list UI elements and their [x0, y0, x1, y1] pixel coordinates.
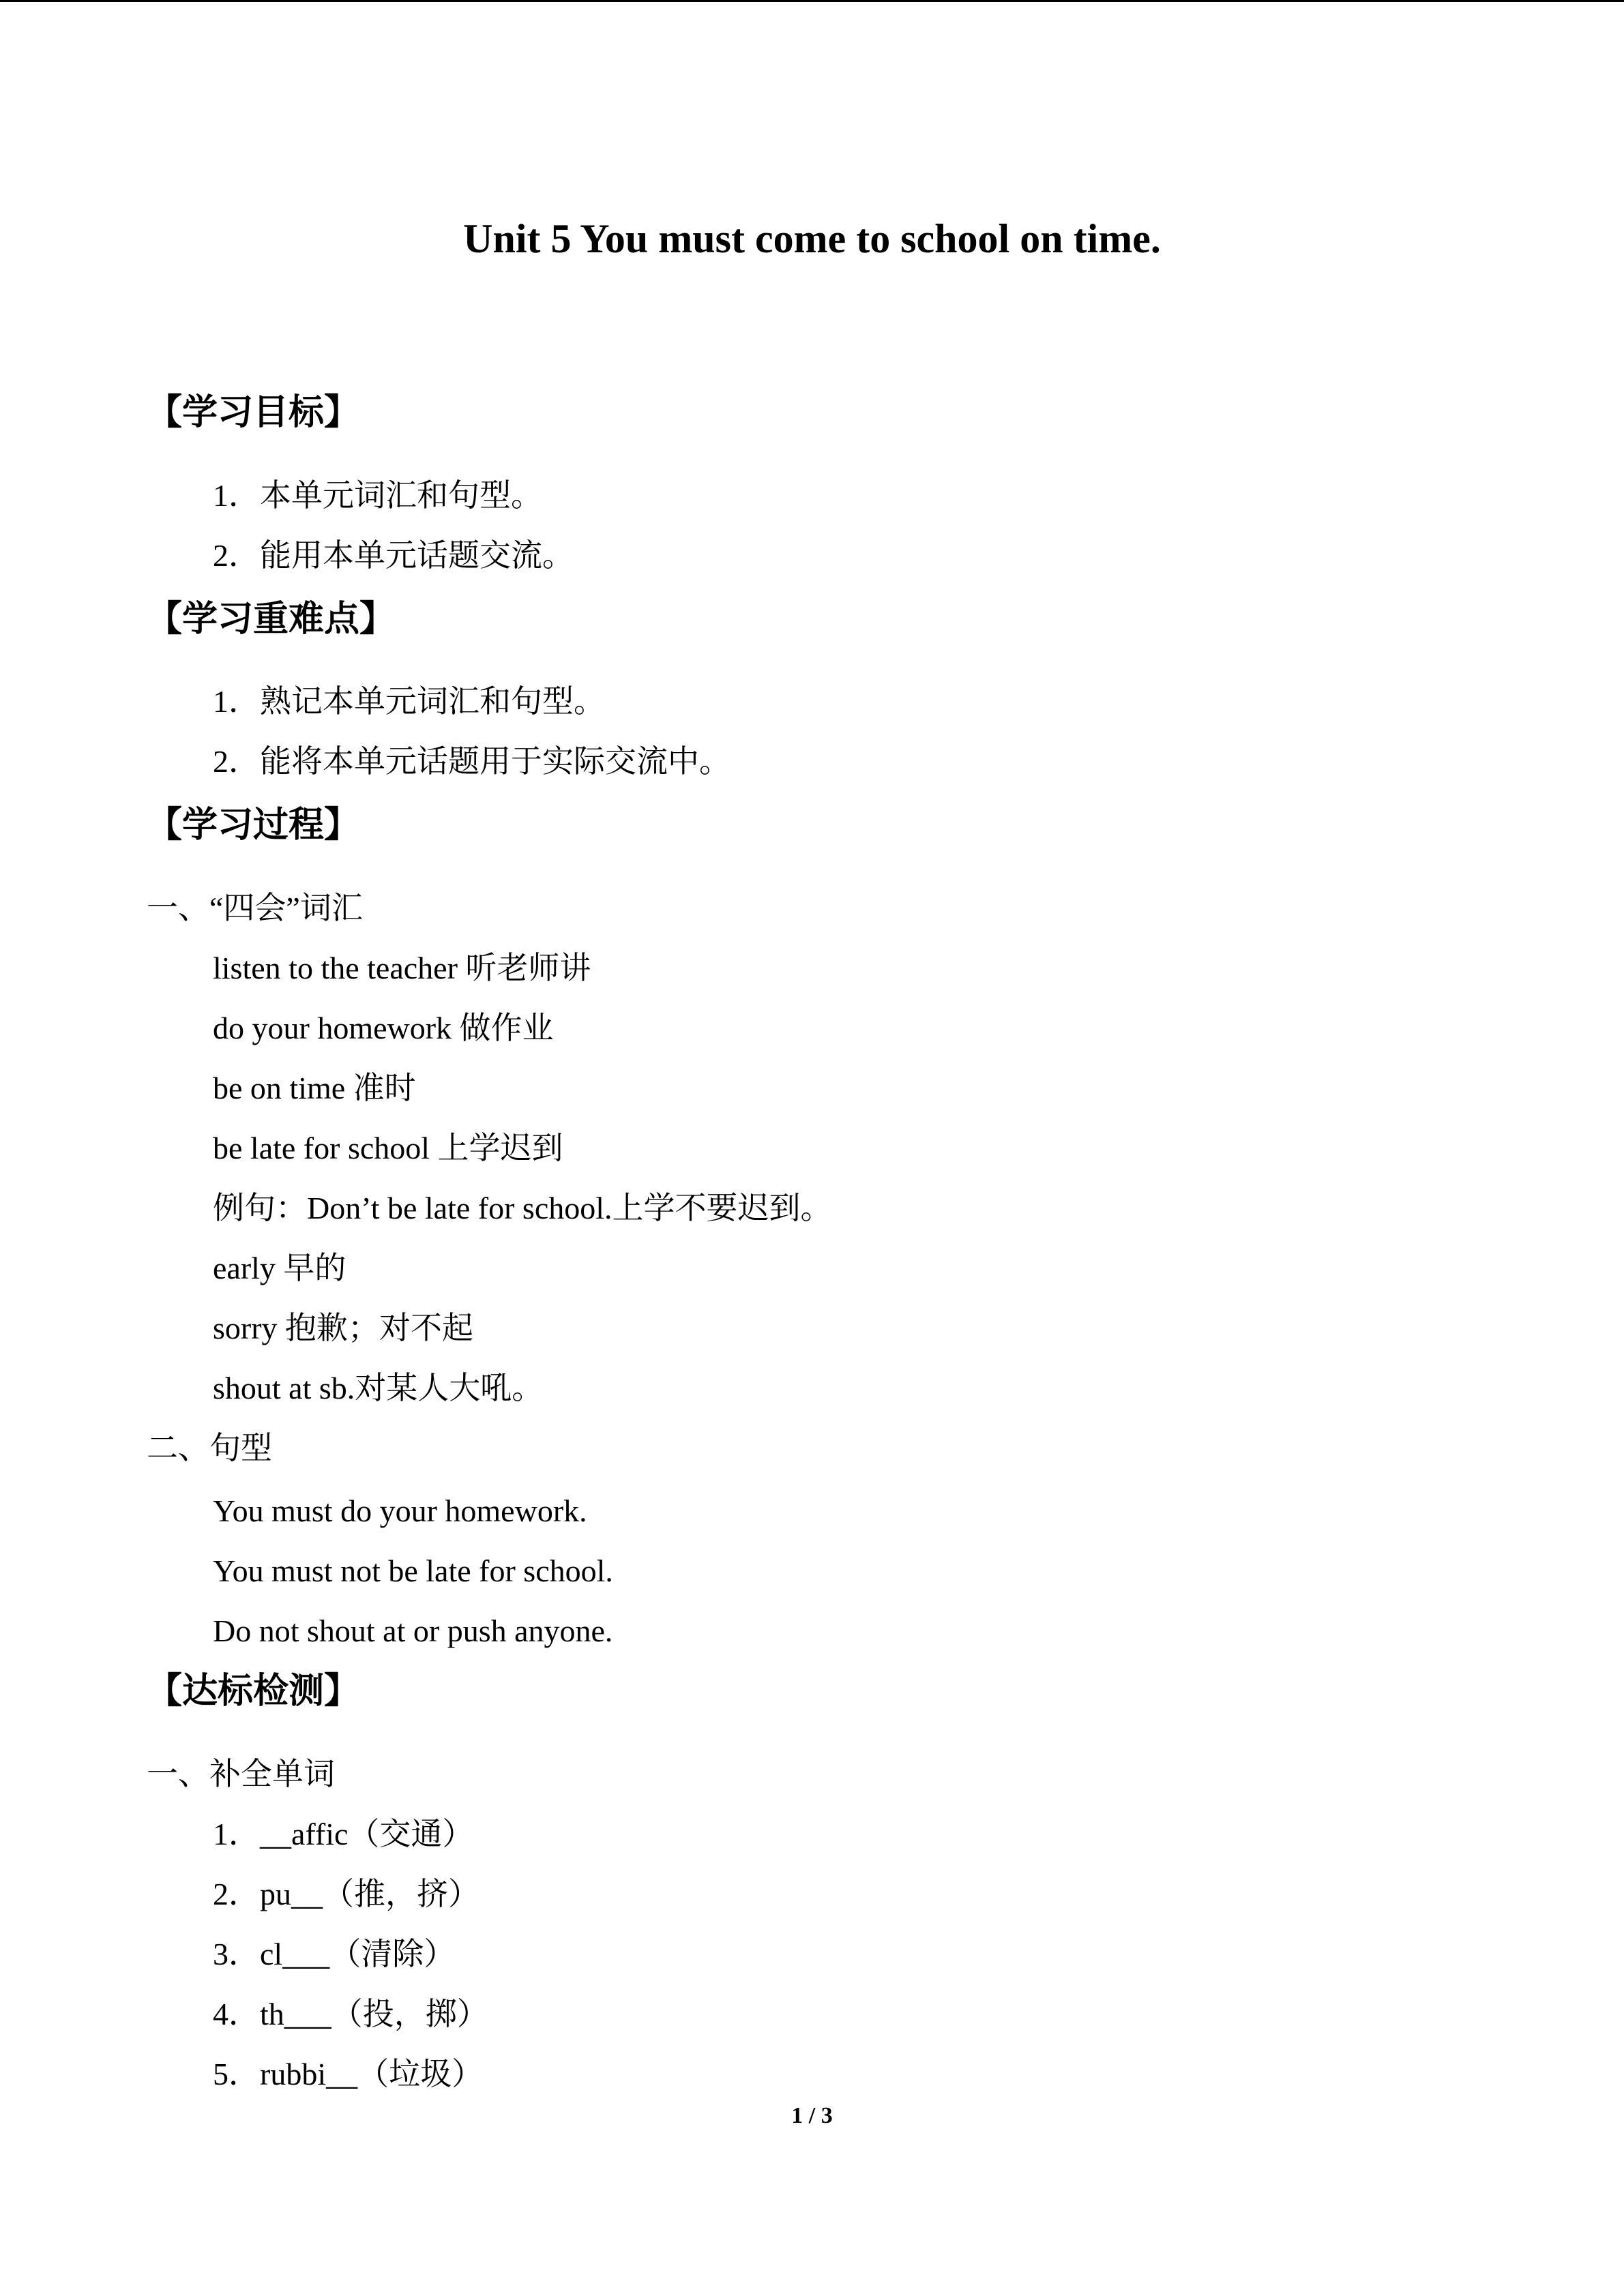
vocab-item: listen to the teacher 听老师讲 [213, 951, 591, 985]
vocab-item: sorry 抱歉；对不起 [213, 1311, 474, 1345]
vocab-heading: 一、“四会”词汇 [147, 891, 363, 925]
vocab-item: early 早的 [213, 1251, 346, 1285]
sentence-item: You must not be late for school. [213, 1553, 613, 1588]
section-heading-test: 【达标检测】 [147, 1671, 360, 1712]
test-sub-heading: 一、补全单词 [147, 1757, 335, 1791]
section-heading-key-points: 【学习重难点】 [147, 599, 396, 640]
test-item: 5．rubbi__（垃圾） [213, 2057, 484, 2091]
document-title: Unit 5 You must come to school on time. [463, 216, 1161, 261]
vocab-example-sentence: 例句：Don’t be late for school.上学不要迟到。 [213, 1191, 832, 1225]
test-item: 1．__affic（交通） [213, 1817, 474, 1851]
key-point-item: 1．熟记本单元词汇和句型。 [213, 684, 605, 719]
page-number: 1 / 3 [791, 2103, 833, 2128]
sentence-item: Do not shout at or push anyone. [213, 1613, 613, 1648]
test-item: 3．cl___（清除） [213, 1937, 456, 1971]
key-point-item: 2．能将本单元话题用于实际交流中。 [213, 744, 730, 779]
section-heading-goals: 【学习目标】 [147, 392, 360, 433]
test-item: 2．pu__（推，挤） [213, 1877, 479, 1911]
vocab-item: shout at sb.对某人大吼。 [213, 1371, 544, 1405]
vocab-item: do your homework 做作业 [213, 1011, 554, 1045]
sentence-item: You must do your homework. [213, 1493, 587, 1528]
vocab-item: be on time 准时 [213, 1071, 416, 1105]
test-item: 4．th___（投，掷） [213, 1997, 488, 2031]
page-top-border [0, 0, 1624, 2]
section-heading-process: 【学习过程】 [147, 805, 360, 846]
vocab-item: be late for school 上学迟到 [213, 1131, 563, 1165]
goal-item: 1．本单元词汇和句型。 [213, 478, 542, 513]
goal-item: 2．能用本单元话题交流。 [213, 538, 574, 573]
sentences-heading: 二、句型 [147, 1431, 272, 1465]
